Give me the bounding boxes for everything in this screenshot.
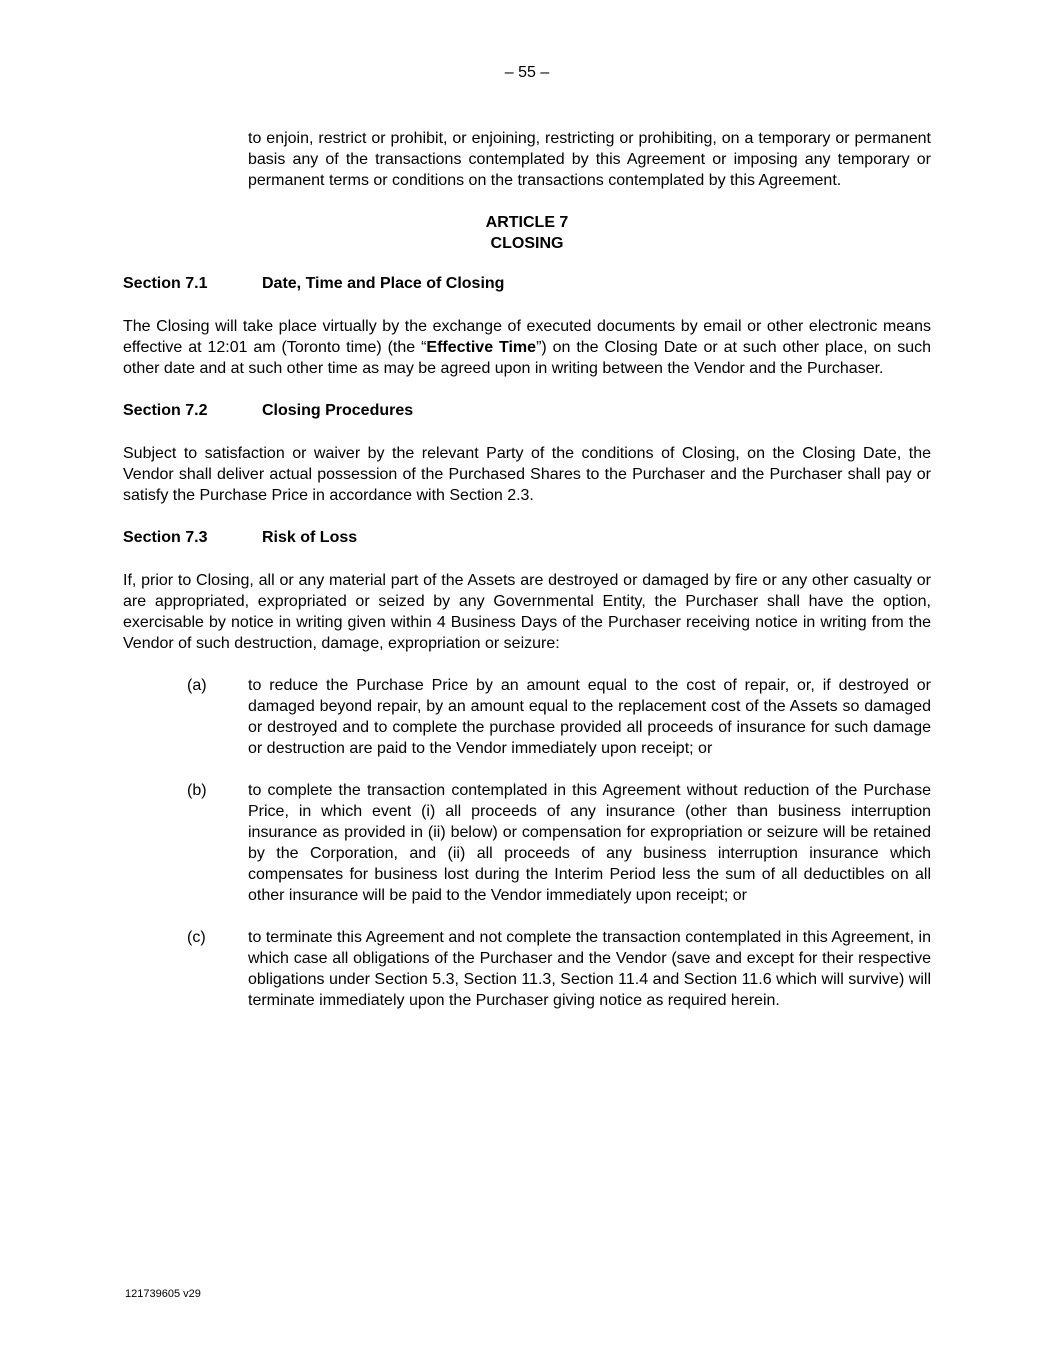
section-title: Date, Time and Place of Closing bbox=[262, 275, 505, 292]
defined-term: Effective Time bbox=[426, 339, 537, 356]
section-title: Closing Procedures bbox=[262, 402, 414, 419]
list-item bbox=[123, 675, 931, 759]
paragraph-text-post: ”) on the Closing Date or at such other place, on such other date and at such other time as may be agreed upon in writing between the Vendor and the Purchaser. bbox=[123, 339, 932, 377]
list-item-text: to terminate this Agreement and not complete the transaction contemplated in this Agreement, in which case all obligations of the Purchaser and the Vendor (save and except for their respective obligations under Section 5.3, Section 11.3, Section 11.4 and Section 11.6 which will survive) will terminate immediately upon the Purchaser giving notice as required herein. bbox=[248, 929, 931, 1009]
section-7-1 bbox=[123, 273, 931, 379]
list-item-label: (a) bbox=[187, 677, 207, 694]
section-7-3 bbox=[123, 527, 931, 1011]
section-7-3-paragraph: If, prior to Closing, all or any material part of the Assets are destroyed or damaged by fire or any other casualty or are appropriated, expropriated or seized by any Governmental Entity, the Purchaser shall have the option, exercisable by notice in writing given within 4 Business Days of the Purchaser receiving notice in writing from the Vendor of such destruction, damage, expropriation or seizure: bbox=[123, 572, 931, 652]
section-title: Risk of Loss bbox=[262, 529, 358, 546]
article-number: ARTICLE 7 bbox=[485, 214, 569, 231]
document-id-footer: 121739605 v29 bbox=[125, 1288, 201, 1300]
list-item-label: (c) bbox=[187, 929, 206, 946]
section-label: Section 7.2 bbox=[123, 402, 208, 419]
page-content bbox=[123, 62, 931, 1032]
section-label: Section 7.1 bbox=[123, 275, 208, 292]
section-7-1-paragraph bbox=[123, 316, 931, 379]
article-heading bbox=[123, 212, 931, 254]
list-item bbox=[123, 780, 931, 906]
section-7-3-heading bbox=[123, 527, 931, 548]
list-item bbox=[123, 927, 931, 1011]
article-title: CLOSING bbox=[490, 235, 564, 252]
section-7-1-heading bbox=[123, 273, 931, 294]
section-7-2-paragraph: Subject to satisfaction or waiver by the relevant Party of the conditions of Closing, on the Closing Date, the Vendor shall deliver actual possession of the Purchased Shares to the Purchaser and the Purchaser shall pay or satisfy the Purchase Price in accordance with Section 2.3. bbox=[123, 445, 931, 504]
intro-paragraph: to enjoin, restrict or prohibit, or enjoining, restricting or prohibiting, on a temporary or permanent basis any of the transactions contemplated by this Agreement or imposing any temporary or permanent terms or conditions on the transactions contemplated by this Agreement. bbox=[248, 130, 931, 189]
list-item-text: to reduce the Purchase Price by an amount equal to the cost of repair, or, if destroyed or damaged beyond repair, by an amount equal to the replacement cost of the Assets so damaged or destroyed and to complete the purchase provided all proceeds of insurance for such damage or destruction are paid to the Vendor immediately upon receipt; or bbox=[248, 677, 931, 757]
list-item-label: (b) bbox=[187, 782, 207, 799]
section-7-2-heading bbox=[123, 400, 931, 421]
page-number: – 55 – bbox=[504, 64, 550, 81]
section-label: Section 7.3 bbox=[123, 529, 208, 546]
section-7-2 bbox=[123, 400, 931, 506]
paragraph-text-pre: The Closing will take place virtually by the exchange of executed documents by email or other electronic means effective at 12:01 am (Toronto time) (the “ bbox=[123, 318, 931, 356]
list-item-text: to complete the transaction contemplated in this Agreement without reduction of the Purchase Price, in which event (i) all proceeds of any insurance (other than business interruption insurance as provided in (ii) below) or compensation for expropriation or seizure will be retained by the Corporation, and (ii) all proceeds of any business interruption insurance which compensates for business lost during the Interim Period less the sum of all deductibles on all other insurance will be paid to the Vendor immediately upon receipt; or bbox=[248, 782, 931, 904]
